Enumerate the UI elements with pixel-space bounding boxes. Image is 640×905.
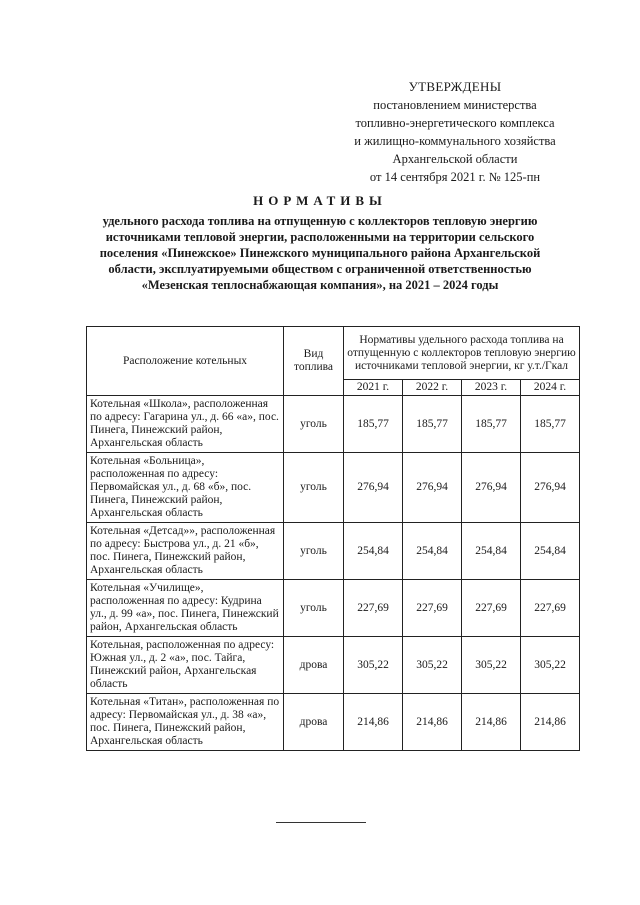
cell-value: 254,84 bbox=[344, 523, 403, 580]
header-fuel: Вид топлива bbox=[284, 327, 344, 396]
approval-line: постановлением министерства bbox=[373, 98, 537, 112]
document-title bbox=[80, 191, 560, 293]
cell-value: 276,94 bbox=[403, 453, 462, 523]
cell-fuel: уголь bbox=[284, 453, 344, 523]
cell-value: 185,77 bbox=[462, 396, 521, 453]
table-row bbox=[87, 453, 580, 523]
end-separator-line bbox=[276, 822, 366, 823]
cell-value: 305,22 bbox=[462, 637, 521, 694]
cell-value: 227,69 bbox=[462, 580, 521, 637]
cell-fuel: дрова bbox=[284, 694, 344, 751]
header-norm: Нормативы удельного расхода топлива на отпущенную с коллекторов тепловую энергию источниками тепловой энергии, кг у.т./Гкал bbox=[344, 327, 580, 380]
cell-value: 185,77 bbox=[344, 396, 403, 453]
table-header-row bbox=[87, 327, 580, 380]
approval-line: Архангельской области bbox=[392, 152, 518, 166]
cell-location: Котельная «Больница», расположенная по адресу: Первомайская ул., д. 68 «б», пос. Пинега, Пинежский район, Архангельская область bbox=[87, 453, 284, 523]
table-row bbox=[87, 580, 580, 637]
cell-value: 305,22 bbox=[403, 637, 462, 694]
cell-value: 254,84 bbox=[521, 523, 580, 580]
cell-location: Котельная «Училище», расположенная по адресу: Кудрина ул., д. 99 «а», пос. Пинега, Пинежский район, Архангельская область bbox=[87, 580, 284, 637]
cell-value: 185,77 bbox=[521, 396, 580, 453]
cell-value: 254,84 bbox=[403, 523, 462, 580]
cell-value: 254,84 bbox=[462, 523, 521, 580]
cell-fuel: уголь bbox=[284, 396, 344, 453]
cell-value: 305,22 bbox=[344, 637, 403, 694]
cell-value: 305,22 bbox=[521, 637, 580, 694]
table-row bbox=[87, 523, 580, 580]
cell-value: 276,94 bbox=[521, 453, 580, 523]
cell-location: Котельная «Детсад»», расположенная по адресу: Быстрова ул., д. 21 «б», пос. Пинега, Пинежский район, Архангельская область bbox=[87, 523, 284, 580]
cell-fuel: уголь bbox=[284, 580, 344, 637]
cell-value: 214,86 bbox=[521, 694, 580, 751]
cell-value: 276,94 bbox=[344, 453, 403, 523]
table-row bbox=[87, 396, 580, 453]
cell-value: 227,69 bbox=[521, 580, 580, 637]
cell-location: Котельная «Титан», расположенная по адресу: Первомайская ул., д. 38 «а», пос. Пинега, Пинежский район, Архангельская область bbox=[87, 694, 284, 751]
title-heading: НОРМАТИВЫ bbox=[253, 193, 387, 208]
cell-value: 214,86 bbox=[462, 694, 521, 751]
header-year: 2021 г. bbox=[344, 380, 403, 396]
cell-location: Котельная, расположенная по адресу: Южная ул., д. 2 «а», пос. Тайга, Пинежский район, Архангельская область bbox=[87, 637, 284, 694]
title-subtitle: удельного расхода топлива на отпущенную с коллекторов тепловую энергию источниками тепловой энергии, расположенными на территории сельского поселения «Пинежское» Пинежского муниципального района Архангельской области, эксплуатируемыми обществом с ограниченной ответственностью «Мезенская теплоснабжающая компания», на 2021 – 2024 годы bbox=[99, 214, 541, 292]
header-year: 2022 г. bbox=[403, 380, 462, 396]
approval-line: топливно-энергетического комплекса bbox=[355, 116, 555, 130]
header-year: 2024 г. bbox=[521, 380, 580, 396]
table-row bbox=[87, 637, 580, 694]
approval-stamp bbox=[300, 78, 610, 186]
cell-value: 185,77 bbox=[403, 396, 462, 453]
cell-location: Котельная «Школа», расположенная по адресу: Гагарина ул., д. 66 «а», пос. Пинега, Пинежский район, Архангельская область bbox=[87, 396, 284, 453]
cell-fuel: уголь bbox=[284, 523, 344, 580]
header-year: 2023 г. bbox=[462, 380, 521, 396]
cell-value: 214,86 bbox=[344, 694, 403, 751]
header-location: Расположение котельных bbox=[87, 327, 284, 396]
norms-table bbox=[86, 326, 580, 751]
approval-date-line: от 14 сентября 2021 г. № 125-пн bbox=[369, 170, 541, 184]
cell-value: 214,86 bbox=[403, 694, 462, 751]
approval-line: и жилищно-коммунального хозяйства bbox=[354, 134, 556, 148]
approval-heading: УТВЕРЖДЕНЫ bbox=[408, 79, 502, 94]
cell-value: 276,94 bbox=[462, 453, 521, 523]
cell-value: 227,69 bbox=[344, 580, 403, 637]
cell-value: 227,69 bbox=[403, 580, 462, 637]
table-row bbox=[87, 694, 580, 751]
cell-fuel: дрова bbox=[284, 637, 344, 694]
